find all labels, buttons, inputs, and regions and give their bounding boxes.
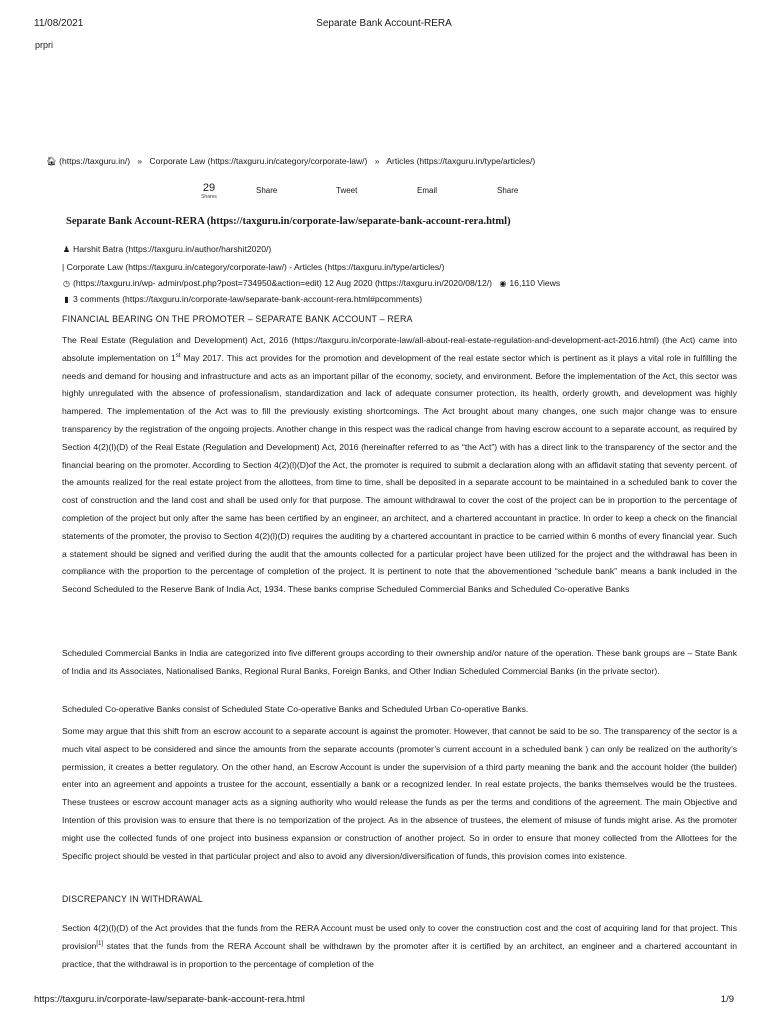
comments-line [62, 294, 422, 304]
print-title: Separate Bank Account-RERA [316, 18, 452, 29]
page-number: 1/9 [720, 994, 734, 1005]
author-line [62, 244, 271, 254]
facebook-share-button[interactable]: Share [256, 186, 278, 195]
footer-url: https://taxguru.in/corporate-law/separate-bank-account-rera.html [34, 994, 305, 1005]
email-share-button[interactable]: Email [417, 186, 438, 195]
paragraph-text: states that the funds from the RERA Account shall be withdrawn by the promoter after it is certified by an architect, an engineer and a chartered accountant in practice, that the withdrawal is in proportion to the percentage of completion of the [62, 940, 737, 969]
eye-icon: ◉ [499, 279, 507, 288]
share-count [197, 183, 221, 200]
paragraph-text: The Real Estate (Regulation and Development) Act, 2016 (https://taxguru.in/corporate-law/all-about-real-estate-regulation-and-development-act-2016.html) (the Act) came into absolute implementation on 1 [62, 335, 737, 363]
date-link[interactable]: (https://taxguru.in/wp- admin/post.php?post=734950&action=edit) 12 Aug 2020 (https://taxguru.in/2020/08/12/) [73, 278, 492, 288]
share-count-number: 29 [202, 182, 216, 194]
paragraph-text: Some may argue that this shift from an escrow account to a separate account is against the promoter. However, that cannot be said to be so. The transparency of the sector is a much vital aspect to be considered and since the amounts from the separate accounts (promoter’s current account in a scheduled bank ) can only be realized on the authority’s permission, it creates a better regulatory. On the other hand, an Escrow Account is under the supervision of a third party meaning the bank and the account holder (the builder) enter into an agreement and appoints a trustee for the account, essentially a bank or a recognized lender. In real estate projects, the banks themselves would be the trustees. These trustees or escrow account manager acts as a signing authority who would release the funds as per the terms and conditions of the agreement. The main Objective and Intention of this provision was to ensure that there is no temporization of the project. As in the absence of trustees, the element of misuse of funds might arise. As the promoter might use the collected funds of one project into business expansion or construction of another project. So in order to ensure that money collected from the Allottees for the Specific project should be vested in that particular project and also to avoid any diversion/diversification of funds, this provision comes into existence. [62, 726, 737, 861]
clock-icon: ◷ [63, 279, 70, 288]
home-icon[interactable]: 🏠︎ [46, 156, 57, 166]
breadcrumb-category-link[interactable]: Corporate Law (https://taxguru.in/category/corporate-law/) [149, 156, 368, 166]
paragraph-text: Scheduled Co-operative Banks consist of Scheduled State Co-operative Banks and Scheduled Urban Co-operative Banks. [62, 704, 529, 714]
breadcrumb-separator: » [374, 156, 380, 166]
paragraph-text: Section 4(2)(l)(D) of the Act provides that the funds from the RERA Account must be used only to cover the construction cost and the cost of acquiring land for that project. This provision [62, 923, 737, 951]
breadcrumb [46, 156, 535, 167]
paragraph [62, 920, 737, 973]
paragraph [62, 332, 737, 599]
footnote-link[interactable]: [1] [96, 940, 104, 947]
date-line [62, 278, 560, 288]
section-heading: DISCREPANCY IN WITHDRAWAL [62, 894, 203, 904]
breadcrumb-separator: » [137, 156, 143, 166]
category-links[interactable]: | Corporate Law (https://taxguru.in/category/corporate-law/) - Articles (https://taxguru.in/type/articles/) [62, 262, 445, 272]
share-bar [0, 183, 768, 207]
user-icon: ♟ [62, 245, 71, 254]
article-title[interactable]: Separate Bank Account-RERA (https://taxguru.in/corporate-law/separate-bank-account-rera.html) [66, 216, 511, 227]
paragraph [62, 701, 737, 719]
paragraph-text: May 2017. This act provides for the promotion and development of the real estate sector which is pertinent as it plays a vital role in fulfilling the needs and demand for housing and infrastructure and acts as an important pillar of the economy, society, and environment. Before the implementation of the Act, this sector was highly unregulated with the absence of professionalism, standardization and lack of adequate consumer protection, its health, orderly growth, and development was highly hampered. The implementation of the Act was to fill the previously existing shortcomings. The Act brought about many changes, one such major change was to ensure transparency by the registration of the ongoing projects. Another change in this respect was the radical change from having escrow account to a separate account, as required by Section 4(2)(l)(D) of the Real Estate (Regulation and Development) Act, 2016 (hereinafter referred to as “the Act”) with has a direct link to the transparency of the sector and the financial bearing on the promoter. According to Section 4(2)(l)(D)of the Act, the promoter is required to submit a declaration along with an affidavit stating that seventy percent. of the amounts realized for the real estate project from the allottees, from time to time, shall be deposited in a separate account to be maintained in a scheduled bank to cover the cost of construction and the land cost and shall be used only for that purpose. The amount withdrawal to cover the cost of the project can be in proportion to the percentage of completion of the project but only after the same has been certified by an engineer, an architect, and a chartered accountant in practice. In order to keep a check on the financial statements of the promoter, the proviso to Section 4(2)(l)(D) requires the auditing by a chartered accountant in practice to be carried within 6 months of every financial year. Such a statement should be signed and verified during the audit that the amounts collected for a particular project have been utilized for the project and the withdrawal has been in compliance with the proportion to the percentage of completion of the project. It is pertinent to note that the abovementioned “schedule bank” means a bank included in the Second Scheduled to the Reserve Bank of India Act, 1934. These banks comprise Scheduled Commercial Banks and Scheduled Co-operative Banks [62, 352, 737, 595]
site-brand: prpri [35, 40, 54, 50]
breadcrumb-type-link[interactable]: Articles (https://taxguru.in/type/articles/) [386, 156, 536, 166]
paragraph-text: Scheduled Commercial Banks in India are categorized into five different groups according to their ownership and/or nature of the operation. These bank groups are – State Bank of India and its Associates, Nationalised Banks, Regional Rural Banks, Foreign Banks, and Other Indian Scheduled Commercial Banks (in the private sector). [62, 648, 737, 676]
breadcrumb-home-link[interactable]: (https://taxguru.in/) [59, 156, 131, 166]
author-link[interactable]: Harshit Batra (https://taxguru.in/author/harshit2020/) [73, 244, 272, 254]
category-line [62, 262, 444, 272]
print-date: 11/08/2021 [34, 18, 84, 29]
linkedin-share-button[interactable]: Share [497, 186, 519, 195]
paragraph [62, 645, 737, 681]
superscript: st [175, 352, 181, 359]
view-count: 16,110 Views [509, 278, 561, 288]
share-count-label: Shares [201, 194, 217, 200]
comment-icon: ▮ [64, 295, 69, 304]
comments-link[interactable]: 3 comments (https://taxguru.in/corporate-law/separate-bank-account-rera.html#pcomments) [73, 294, 423, 304]
paragraph [62, 723, 737, 865]
section-heading: FINANCIAL BEARING ON THE PROMOTER – SEPARATE BANK ACCOUNT – RERA [62, 314, 413, 324]
tweet-button[interactable]: Tweet [336, 186, 358, 195]
